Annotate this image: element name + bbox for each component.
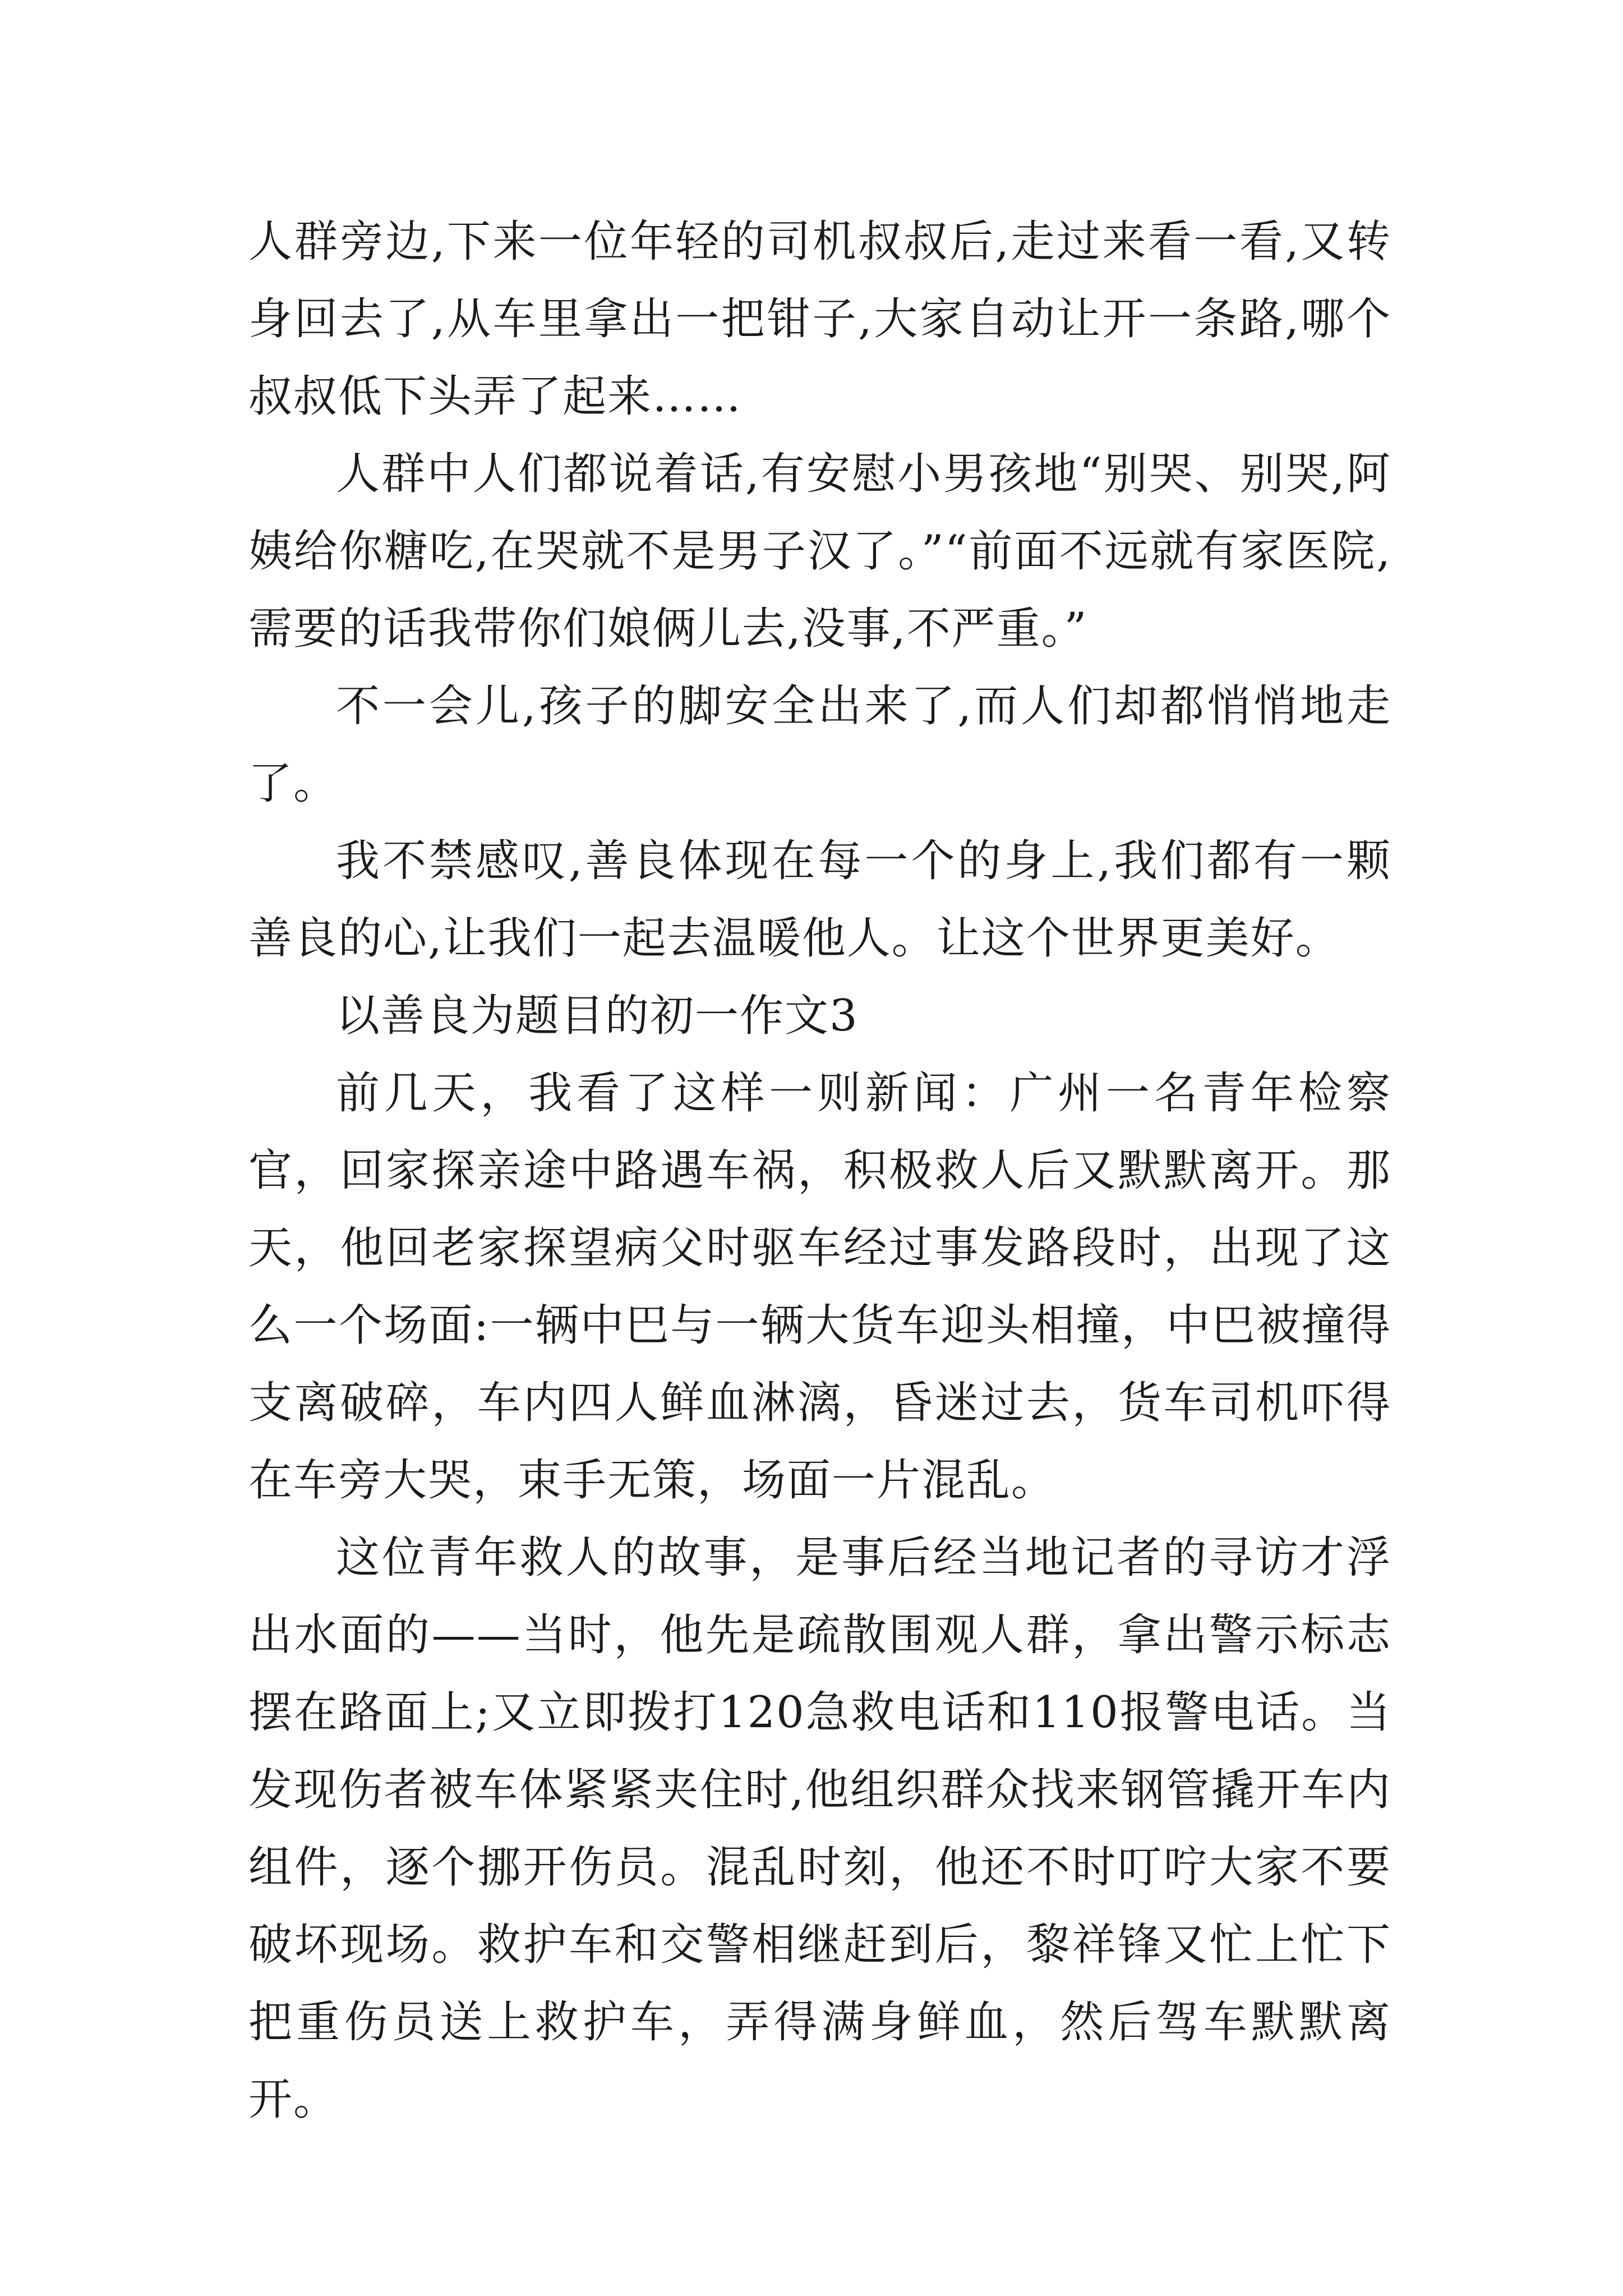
- document-body: [248, 203, 1391, 2138]
- paragraph-2: 人群中人们都说着话,有安慰小男孩地“别哭、别哭,阿姨给你糖吃,在哭就不是男子汉了。”“前面不远就有家医院,需要的话我带你们娘俩儿去,没事,不严重。”: [248, 449, 1391, 654]
- paragraph-1: 人群旁边,下来一位年轻的司机叔叔后,走过来看一看,又转身回去了,从车里拿出一把钳子,大家自动让开一条路,哪个叔叔低下头弄了起来……: [248, 217, 1391, 422]
- paragraph-3: 不一会儿,孩子的脚安全出来了,而人们却都悄悄地走了。: [248, 681, 1391, 809]
- paragraph-5: 前几天，我看了这样一则新闻：广州一名青年检察官，回家探亲途中路遇车祸，积极救人后又默默离开。那天，他回老家探望病父时驱车经过事发路段时，出现了这么一个场面:一辆中巴与一辆大货车迎头相撞，中巴被撞得支离破碎，车内四人鲜血淋漓，昏迷过去，货车司机吓得在车旁大哭，束手无策，场面一片混乱。: [248, 1068, 1391, 1506]
- paragraph-4: 我不禁感叹,善良体现在每一个的身上,我们都有一颗善良的心,让我们一起去温暖他人。让这个世界更美好。: [248, 836, 1391, 964]
- paragraph-6: 这位青年救人的故事，是事后经当地记者的寻访才浮出水面的——当时，他先是疏散围观人群，拿出警示标志摆在路面上;又立即拨打120急救电话和110报警电话。当发现伤者被车体紧紧夹住时,他组织群众找来钢管撬开车内组件，逐个挪开伤员。混乱时刻，他还不时叮咛大家不要破坏现场。救护车和交警相继赶到后，黎祥锋又忙上忙下把重伤员送上救护车，弄得满身鲜血，然后驾车默默离开。: [248, 1533, 1391, 2125]
- section-heading: 以善良为题目的初一作文3: [336, 991, 859, 1041]
